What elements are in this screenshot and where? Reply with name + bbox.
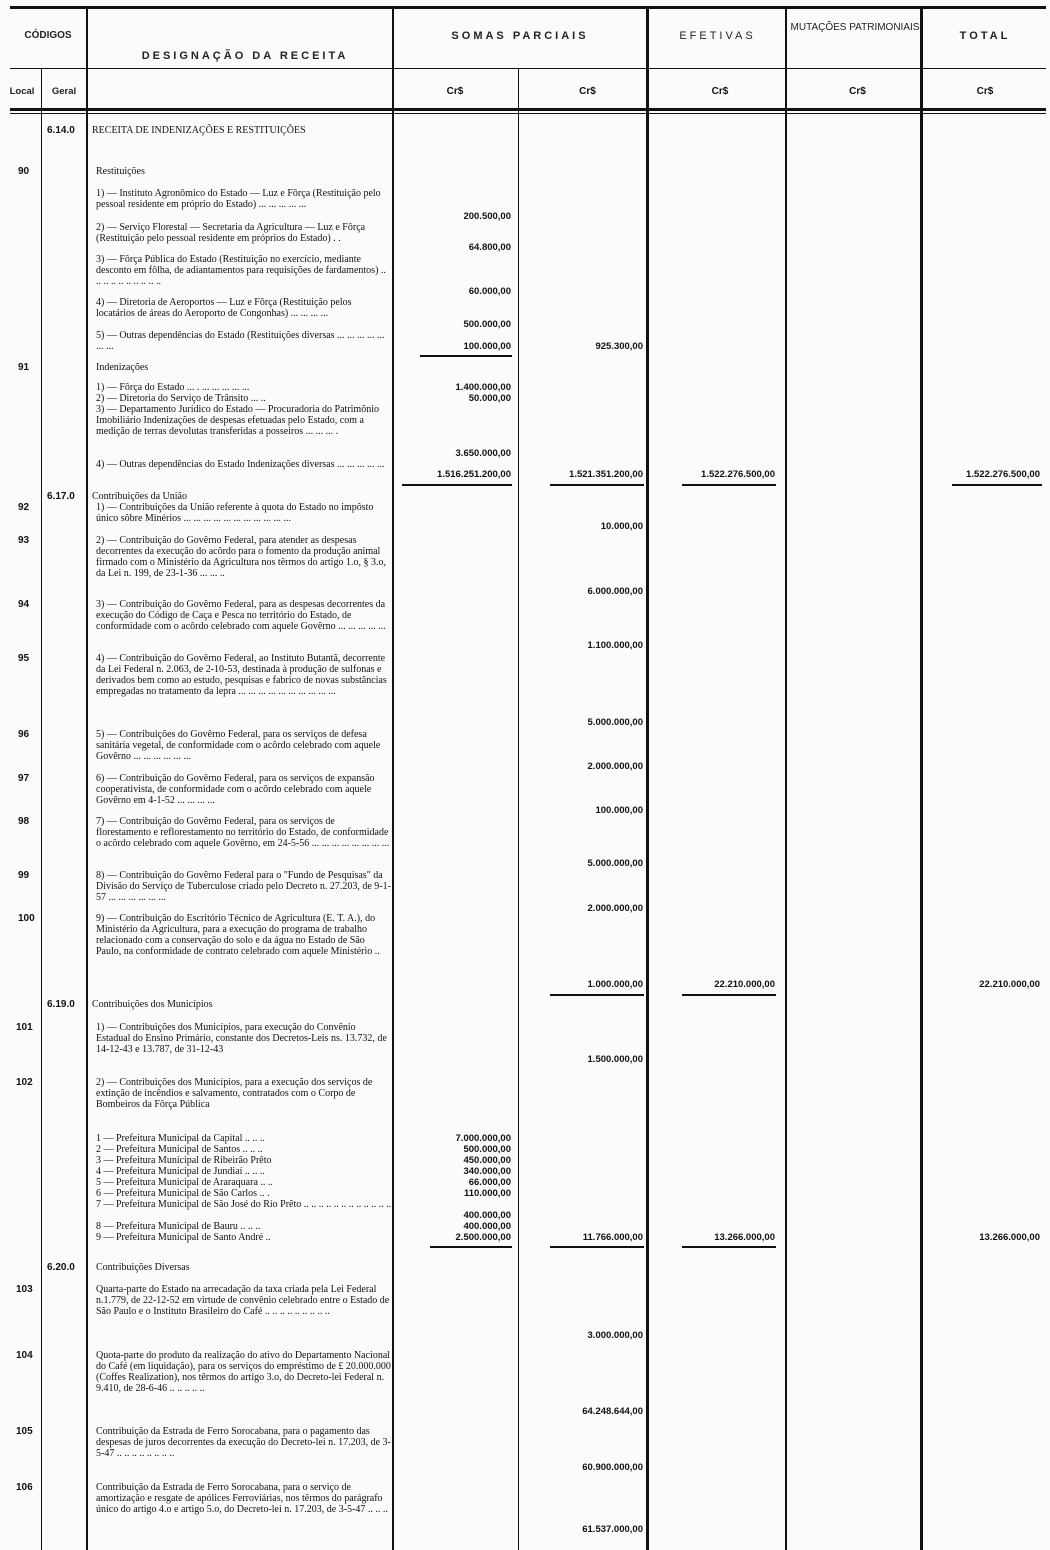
amount-98: 5.000.000,00 <box>587 858 643 869</box>
header-mutacoes: MUTAÇÕES PATRIMONIAIS <box>790 22 920 33</box>
item-91-4: 4) — Outras dependências do Estado Indenizações diversas ... ... ... ... ... <box>96 459 385 470</box>
item-90-5: 5) — Outras dependências do Estado (Restituições diversas ... ... ... ... ... ... ... <box>96 330 385 352</box>
currency-c5: Cr$ <box>976 86 994 97</box>
amount-97: 100.000,00 <box>595 805 643 816</box>
section-code-6-14: 6.14.0 <box>47 125 75 136</box>
prefeitura-item: 5 — Prefeitura Municipal de Araraquara .. .. <box>96 1177 273 1188</box>
col-rule-efetivas <box>646 6 649 1550</box>
section-title-6-14: RECEITA DE INDENIZAÇÕES E RESTITUIÇÕES <box>92 125 306 136</box>
code-94: 94 <box>18 599 30 610</box>
code-96: 96 <box>18 729 30 740</box>
item-91-1: 1) — Fôrça do Estado ... . ... ... ... ... ... <box>96 382 250 393</box>
efetivas-6-19: 13.266.000,00 <box>714 1232 775 1243</box>
col-rule-somas <box>392 6 394 1550</box>
prefeitura-amount: 500.000,00 <box>463 1144 511 1155</box>
item-102: 2) — Contribuições dos Municípios, para a execução dos serviços de extinção de incêndios e salvamento, contratados com o Corpo de Bombeiros da Fôrça Pública <box>96 1077 373 1110</box>
total-6-17: 22.210.000,00 <box>979 979 1040 990</box>
item-90-1: 1) — Instituto Agronômico do Estado — Luz e Fôrça (Restituição pelo pessoal residente em próprio do Estado) ... ... ... ... ... <box>96 188 381 210</box>
item-106: Contribuição da Estrada de Ferro Sorocabana, para o serviço de amortização e resgate de apólices Ferroviárias, nos têrmos do parágrafo único do artigo 4.o e artigo 5.o, do Decreto-lei n. 17.203, de 3-5-47 .. .. .. <box>96 1482 388 1515</box>
efetivas-6-17: 22.210.000,00 <box>714 979 775 990</box>
subtotal-91: 1.521.351.200,00 <box>569 469 643 480</box>
section-code-6-20: 6.20.0 <box>47 1262 75 1273</box>
rule-91-a <box>402 484 512 486</box>
prefeitura-amount: 400.000,00 <box>463 1221 511 1232</box>
code-106: 106 <box>16 1482 33 1493</box>
item-91-3: 3) — Departamento Jurídico do Estado — Procuradoria do Patrimônio Imobiliário Indenizações de despesas efetuadas pelo Estado, com a medição de terras devolutas transferidas a posseiros ... ... ... . <box>96 404 379 437</box>
prefeitura-amount: 66.000,00 <box>468 1177 511 1188</box>
code-100: 100 <box>18 913 35 924</box>
amount-100: 1.000.000,00 <box>587 979 643 990</box>
section-title-6-20: Contribuições Diversas <box>96 1262 190 1273</box>
currency-c2: Cr$ <box>579 86 596 97</box>
amount-101: 1.500.000,00 <box>587 1054 643 1065</box>
section-code-6-17: 6.17.0 <box>47 491 75 502</box>
col-rule-somas-mid <box>518 68 519 1550</box>
prefeitura-amount: 400.000,00 <box>463 1210 511 1221</box>
amount-104: 64.248.644,00 <box>582 1406 643 1417</box>
header-local: Local <box>9 86 35 97</box>
item-98: 7) — Contribuição do Govêrno Federal, para os serviços de florestamento e reflorestamento no território do Estado, de conformidade o acôrdo celebrado com aquele Govêrno, em 24-5-56 ... ... ... ... ... ... ... ... <box>96 816 390 849</box>
item-90-4: 4) — Diretoria de Aeroportos — Luz e Fôrça (Restituição pelos locatários de áreas do Aeroporto de Congonhas) ... ... ... ... <box>96 297 352 319</box>
code-92: 92 <box>18 502 30 513</box>
amount-106: 61.537.000,00 <box>582 1524 643 1535</box>
amount-91-1: 1.400.000,00 <box>455 382 511 393</box>
prefeitura-amount: 450.000,00 <box>463 1155 511 1166</box>
prefeitura-item: 1 — Prefeitura Municipal da Capital .. .. .. <box>96 1133 265 1144</box>
prefeitura-item: 4 — Prefeitura Municipal de Jundiaí .. .. .. <box>96 1166 265 1177</box>
item-91-2: 2) — Diretoria do Serviço de Trânsito ... .. <box>96 393 266 404</box>
rule-102-b <box>550 1246 644 1248</box>
code-95: 95 <box>18 653 30 664</box>
prefeitura-item: 6 — Prefeitura Municipal de São Carlos .. . <box>96 1188 270 1199</box>
item-104: Quota-parte do produto da realização do ativo do Departamento Nacional do Café (em liquidação), para os serviços do empréstimo de £ 20.000.000 (Coffes Realization), nos têrmos do artigo 3.o, do Decreto-lei Federal n. 9.410, de 28-6-46 .. .. .. .. .. <box>96 1350 391 1394</box>
amount-91-4: 1.516.251.200,00 <box>437 469 511 480</box>
section-code-6-19: 6.19.0 <box>47 999 75 1010</box>
subsection-restituicoes: Restituições <box>96 166 145 177</box>
rule-100-a <box>550 994 644 996</box>
subtotal-90: 925.300,00 <box>595 341 643 352</box>
prefeitura-amount: 7.000.000,00 <box>455 1133 511 1144</box>
item-96: 5) — Contribuições do Govêrno Federal, para os serviços de defesa sanitária vegetal, de conformidade com o acôrdo celebrado com aquele Govêrno ... ... ... ... ... ... <box>96 729 381 762</box>
item-93: 2) — Contribuição do Govêrno Federal, para atender as despesas decorrentes da execução do acôrdo para o fomento da produção animal firmado com o Ministério da Agricultura nos têrmos do artigo 1.o, § 3.o, da Lei n. 199, de 23-1-36 ... ... .. <box>96 535 386 579</box>
amount-92: 10.000,00 <box>600 521 643 532</box>
item-101: 1) — Contribuições dos Municípios, para execução do Convênio Estadual do Ensino Primário, constante dos Decretos-Leis ns. 13.732, de 14-12-43 e 13.787, de 31-12-43 <box>96 1022 387 1055</box>
rule-91-c <box>682 484 776 486</box>
col-rule-total <box>920 6 923 1550</box>
header-somas-parciais: SOMAS PARCIAIS <box>451 30 589 42</box>
code-102: 102 <box>16 1077 33 1088</box>
amount-90-1: 200.500,00 <box>463 211 511 222</box>
amount-90-2: 64.800,00 <box>468 242 511 253</box>
amount-95: 5.000.000,00 <box>587 717 643 728</box>
code-93: 93 <box>18 535 30 546</box>
section-title-6-17: Contribuições da União <box>92 491 187 502</box>
currency-c1: Cr$ <box>446 86 464 97</box>
rule-102-c <box>682 1246 776 1248</box>
code-97: 97 <box>18 773 30 784</box>
section-title-6-19: Contribuições dos Municípios <box>92 999 213 1010</box>
prefeitura-item: 3 — Prefeitura Municipal de Ribeirão Prêto <box>96 1155 272 1166</box>
amount-99: 2.000.000,00 <box>587 903 643 914</box>
prefeitura-item: 8 — Prefeitura Municipal de Bauru .. .. .. <box>96 1221 261 1232</box>
header-mid-rule <box>10 68 1046 69</box>
item-94: 3) — Contribuição do Govêrno Federal, para as despesas decorrentes da execução do Código de Caça e Pesca no território do Estado, de conformidade com o acôrdo celebrado com aquele Govêrno ... ... ... ... ... <box>96 599 386 632</box>
top-border <box>10 6 1046 9</box>
item-90-3: 3) — Fôrça Pública do Estado (Restituição no exercício, mediante desconto em fôlha, de adiantamentos para requisições de fardamentos) .. .. .. .. .. .. .. .. .. .. <box>96 254 386 287</box>
code-91: 91 <box>18 362 30 373</box>
efetivas-6-14: 1.522.276.500,00 <box>701 469 775 480</box>
code-101: 101 <box>16 1022 33 1033</box>
amount-93: 6.000.000,00 <box>587 586 643 597</box>
amount-94: 1.100.000,00 <box>587 640 643 651</box>
col-rule-local <box>41 68 42 1550</box>
code-104: 104 <box>16 1350 33 1361</box>
prefeitura-amount: 2.500.000,00 <box>455 1232 511 1243</box>
header-efetivas: EFETIVAS <box>679 30 756 42</box>
col-rule-mutacoes <box>785 6 787 1550</box>
subsection-indenizacoes: Indenizações <box>96 362 149 373</box>
item-90-2: 2) — Serviço Florestal — Secretaria da Agricultura — Luz e Fôrça (Restituição pelo pessoal residente em próprios do Estado) . . <box>96 222 366 244</box>
rule-100-b <box>682 994 776 996</box>
amount-90-5: 100.000,00 <box>463 341 511 352</box>
rule-90 <box>420 355 512 357</box>
amount-90-4: 500.000,00 <box>463 319 511 330</box>
item-103: Quarta-parte do Estado na arrecadação da taxa criada pela Lei Federal n.1.779, de 22-12-52 em virtude de convênio celebrado entre o Estado de São Paulo e o Instituto Brasileiro do Café .. .. .. .. .. .. .. .. .. <box>96 1284 390 1317</box>
amount-105: 60.900.000,00 <box>582 1462 643 1473</box>
header-geral: Geral <box>51 86 77 97</box>
header-bottom-rule-2 <box>10 113 1046 114</box>
currency-c4: Cr$ <box>849 86 866 97</box>
rule-102-a <box>430 1246 512 1248</box>
code-90: 90 <box>18 166 30 177</box>
header-bottom-rule <box>10 108 1046 111</box>
item-100: 9) — Contribuição do Escritório Técnico de Agricultura (E. T. A.), do Ministério da Agricultura, para a execução do programa de trabalho relacionado com a conservação do solo e da água no Estado de São Paulo, na conformidade de contrato celebrado com aquele Ministério .. <box>96 913 380 957</box>
header-designacao: DESIGNAÇÃO DA RECEITA <box>141 50 349 62</box>
item-95: 4) — Contribuição do Govêrno Federal, ao Instituto Butantã, decorrente da Lei Federal n. 2.063, de 2-10-53, destinada à produção de sulfonas e derivados bem como ao estudo, pesquisas e fabrico de novas substâncias empregadas no tratamento da lepra ... ... ... ... ... ... ... ... ... ... <box>96 653 387 697</box>
subtotal-102: 11.766.000,00 <box>582 1232 643 1243</box>
amount-91-2: 50.000,00 <box>468 393 511 404</box>
prefeitura-item: 7 — Prefeitura Municipal de São José do Rio Prêto .. .. .. .. .. .. .. .. .. .. .. .. <box>96 1199 392 1210</box>
rule-91-b <box>550 484 644 486</box>
amount-91-3: 3.650.000,00 <box>455 448 511 459</box>
rule-91-d <box>952 484 1042 486</box>
amount-96: 2.000.000,00 <box>587 761 643 772</box>
prefeitura-item: 2 — Prefeitura Municipal de Santos .. .. .. <box>96 1144 263 1155</box>
header-codigos: CÓDIGOS <box>24 30 72 41</box>
item-105: Contribuição da Estrada de Ferro Sorocabana, para o pagamento das despesas de juros decorrentes da execução do Decreto-lei n. 17.203, de 3-5-47 .. .. .. .. .. .. .. .. <box>96 1426 391 1459</box>
currency-c3: Cr$ <box>711 86 729 97</box>
amount-90-3: 60.000,00 <box>468 286 511 297</box>
amount-103: 3.000.000,00 <box>587 1330 643 1341</box>
item-92: 1) — Contribuições da União referente à quota do Estado no impôsto único sôbre Minérios ... ... ... ... ... ... ... ... ... ... ... <box>96 502 374 524</box>
total-6-19: 13.266.000,00 <box>979 1232 1040 1243</box>
total-6-14: 1.522.276.500,00 <box>966 469 1040 480</box>
item-99: 8) — Contribuição do Govêrno Federal para o "Fundo de Pesquisas" da Divisão do Serviço de Tuberculose criado pelo Decreto n. 27.203, de 9-1-57 ... ... ... ... ... ... <box>96 870 391 903</box>
prefeitura-amount: 110.000,00 <box>463 1188 511 1199</box>
col-rule-desc <box>86 6 88 1550</box>
header-total: TOTAL <box>959 30 1011 42</box>
code-98: 98 <box>18 816 30 827</box>
code-99: 99 <box>18 870 30 881</box>
prefeitura-item: 9 — Prefeitura Municipal de Santo André .. <box>96 1232 271 1243</box>
code-103: 103 <box>16 1284 33 1295</box>
code-105: 105 <box>16 1426 33 1437</box>
item-97: 6) — Contribuição do Govêrno Federal, para os serviços de expansão cooperativista, de conformidade com o acôrdo celebrado com aquele Govêrno em 4-1-52 ... ... ... ... <box>96 773 375 806</box>
prefeitura-amount: 340.000,00 <box>463 1166 511 1177</box>
